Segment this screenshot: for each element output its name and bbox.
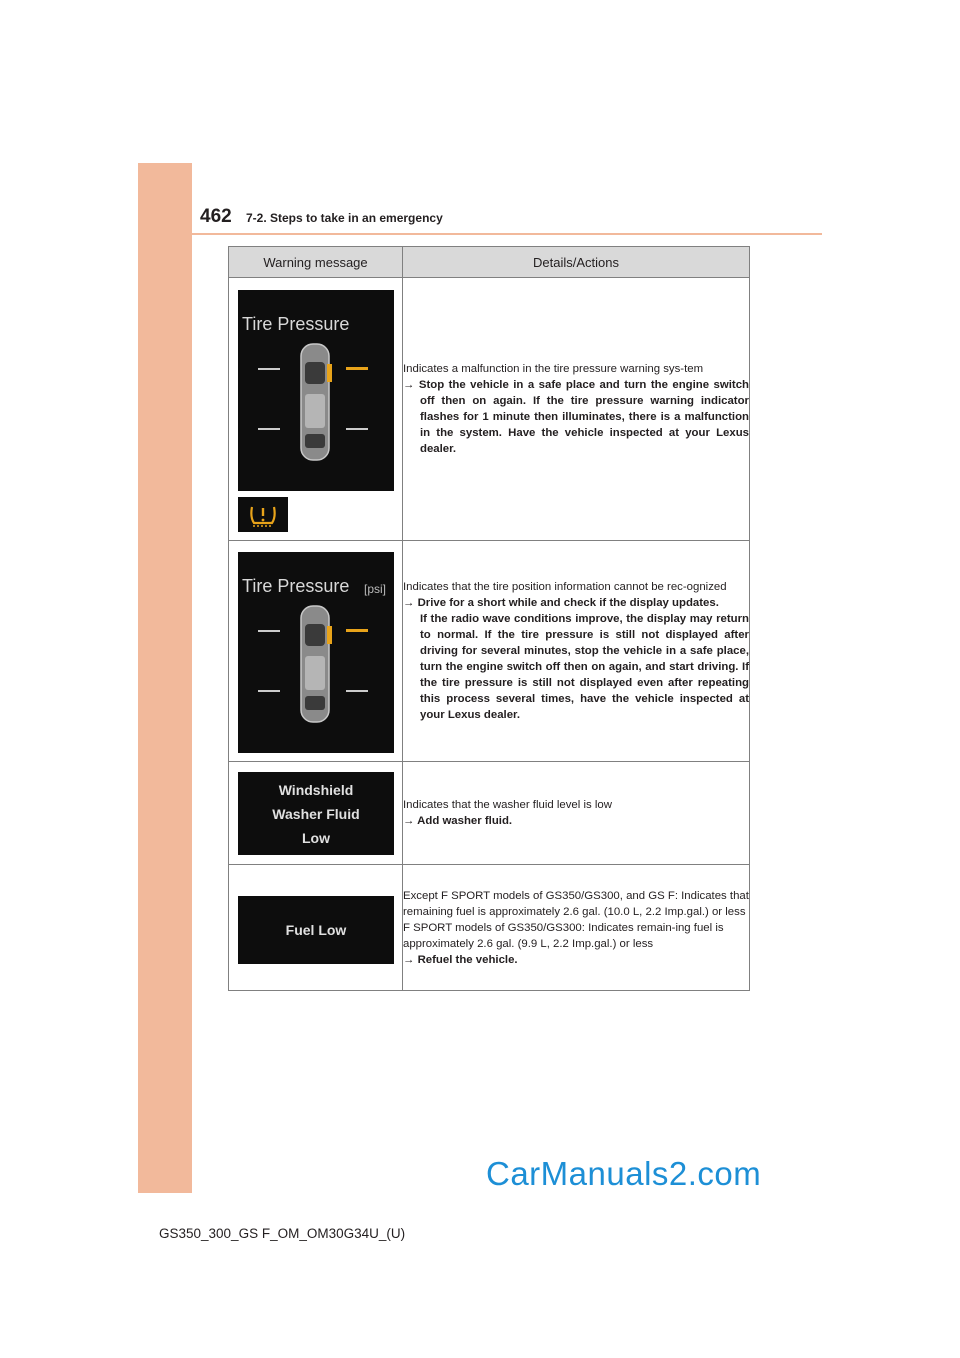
details-cell (403, 865, 750, 991)
car-top-view-icon (298, 342, 332, 462)
warning-image-cell (229, 762, 403, 865)
column-header-details: Details/Actions (403, 247, 750, 278)
details-text: Indicates that the tire position information cannot be rec-ognized (403, 581, 727, 593)
warning-image-cell (229, 865, 403, 991)
display-line: Washer Fluid (272, 806, 360, 822)
dash-front-left (258, 368, 280, 370)
arrow-icon: → (403, 379, 415, 391)
action-label: Refuel the vehicle. (417, 953, 518, 966)
dash-rear-left (258, 428, 280, 430)
action-text (403, 813, 749, 829)
footer-manual-code: GS350_300_GS F_OM_OM30G34U_(U) (159, 1226, 406, 1241)
details-cell (403, 278, 750, 541)
washer-fluid-display (238, 772, 394, 855)
details-cell (403, 762, 750, 865)
warning-image-cell (229, 278, 403, 541)
dash-rear-left (258, 690, 280, 692)
header-rule (192, 233, 822, 235)
dash-front-right (346, 367, 368, 370)
tire-pressure-display (238, 552, 394, 753)
table-row (229, 865, 750, 991)
display-line: Low (302, 830, 330, 846)
section-title: 7-2. Steps to take in an emergency (246, 211, 443, 225)
action-text (403, 952, 749, 968)
page-number: 462 (200, 206, 232, 227)
details-text: Except F SPORT models of GS350/GS300, and GS F: Indicates that remaining fuel is approximately 2.6 gal. (10.0 L, 2.2 Imp.gal.) or less (403, 889, 749, 918)
warning-image-cell (229, 541, 403, 762)
pressure-unit: [psi] (363, 582, 386, 596)
display-title: Tire Pressure (242, 314, 350, 334)
details-text: Indicates a malfunction in the tire pressure warning sys-tem (403, 363, 704, 375)
action-detail: If the radio wave conditions improve, the display may return to normal. If the tire pressure is still not displayed after driving for several minutes, stop the vehicle in a safe place, turn the engine switch off then on again, and start driving. If the tire pressure is still not displayed even after repeating this process several times, have the vehicle inspected at your Lexus dealer. (420, 613, 749, 721)
action-label: Stop the vehicle in a safe place and turn the engine switch off then on again. If the tire pressure warning indicator flashes for 1 minute then illuminates, there is a malfunction in the system. Have the vehicle inspected at your Lexus dealer. (418, 379, 749, 455)
chapter-side-band (138, 163, 192, 1193)
dash-rear-right (346, 690, 368, 692)
dash-front-right (346, 629, 368, 632)
tire-pressure-warning-icon (238, 497, 288, 532)
action-label: Drive for a short while and check if the display updates. (417, 597, 719, 609)
dash-front-left (258, 630, 280, 632)
tpms-warning-lamp (238, 497, 288, 532)
details-text: F SPORT models of GS350/GS300: Indicates remain-ing fuel is approximately 2.6 gal. (9.9 L, 2.2 Imp.gal.) or less (403, 921, 724, 950)
action-text (403, 377, 749, 457)
table-row (229, 278, 750, 541)
action-label: Add washer fluid. (417, 815, 513, 827)
details-text: Indicates that the washer fluid level is low (403, 799, 612, 811)
arrow-icon: → (403, 597, 415, 609)
arrow-icon: → (403, 953, 415, 966)
watermark-text: CarManuals2.com (486, 1155, 762, 1192)
table-row (229, 541, 750, 762)
warning-message-table (228, 246, 750, 991)
tire-pressure-display (238, 290, 394, 491)
column-header-warning-message: Warning message (229, 247, 403, 278)
details-cell (403, 541, 750, 762)
arrow-icon: → (403, 815, 415, 827)
table-header-row (229, 247, 750, 278)
car-top-view-icon (298, 604, 332, 724)
action-text (403, 595, 749, 611)
display-line: Windshield (278, 782, 354, 798)
table-row (229, 762, 750, 865)
dash-rear-right (346, 428, 368, 430)
fuel-low-display (238, 896, 394, 964)
display-title: Tire Pressure (242, 576, 350, 596)
display-line: Fuel Low (285, 922, 347, 938)
